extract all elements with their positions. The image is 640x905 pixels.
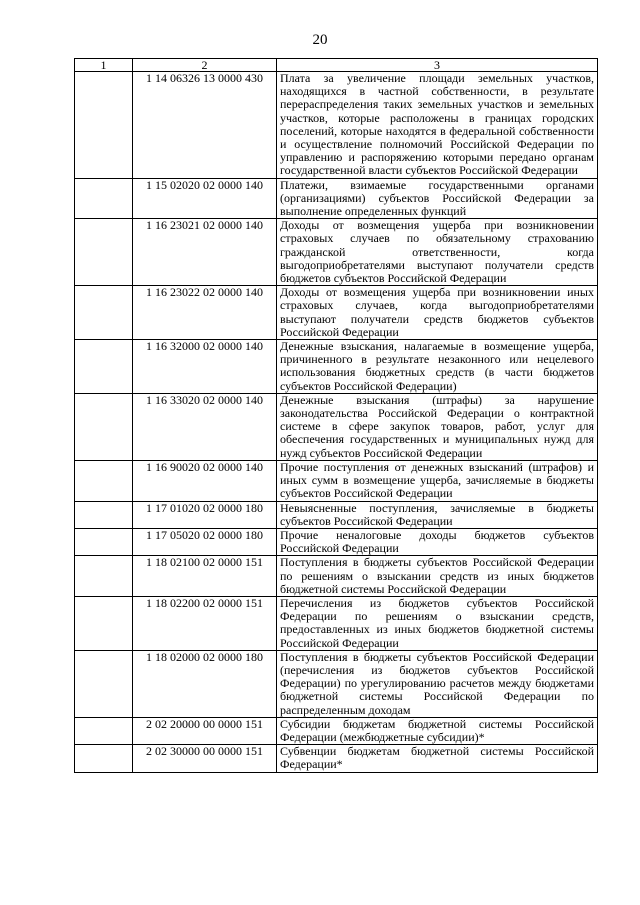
row-number-cell: [75, 460, 133, 501]
column-header-2: 2: [133, 59, 277, 72]
budget-code-cell: 1 16 32000 02 0000 140: [133, 340, 277, 394]
table-row: [75, 393, 598, 460]
income-description-cell: Денежные взыскания, налагаемые в возмещение ущерба, причиненного в результате незаконного или нецелевого использования бюджетных средств (в части бюджетов субъектов Российской Федерации): [277, 340, 598, 394]
row-number-cell: [75, 219, 133, 286]
income-description-cell: Платежи, взимаемые государственными органами (организациями) субъектов Российской Федерации за выполнение определенных функций: [277, 178, 598, 219]
column-header-3: 3: [277, 59, 598, 72]
page-number: 20: [312, 32, 328, 48]
budget-classification-table: [74, 58, 598, 773]
budget-code-cell: 1 16 23022 02 0000 140: [133, 286, 277, 340]
budget-code-cell: 1 16 23021 02 0000 140: [133, 219, 277, 286]
row-number-cell: [75, 745, 133, 772]
income-description-cell: Субсидии бюджетам бюджетной системы Российской Федерации (межбюджетные субсидии)*: [277, 717, 598, 744]
row-number-cell: [75, 178, 133, 219]
income-description-cell: Прочие поступления от денежных взысканий (штрафов) и иных сумм в возмещение ущерба, зачисляемые в бюджеты субъектов Российской Федерации: [277, 460, 598, 501]
budget-code-cell: 1 16 90020 02 0000 140: [133, 460, 277, 501]
table-row: [75, 219, 598, 286]
row-number-cell: [75, 340, 133, 394]
income-description-cell: Субвенции бюджетам бюджетной системы Российской Федерации*: [277, 745, 598, 772]
table-row: [75, 72, 598, 179]
budget-code-cell: 1 14 06326 13 0000 430: [133, 72, 277, 179]
table-row: [75, 460, 598, 501]
row-number-cell: [75, 717, 133, 744]
income-description-cell: Прочие неналоговые доходы бюджетов субъектов Российской Федерации: [277, 528, 598, 555]
table-row: [75, 286, 598, 340]
income-description-cell: Поступления в бюджеты субъектов Российской Федерации (перечисления из бюджетов субъектов Российской Федерации) по урегулированию расчетов между бюджетами бюджетной системы Российской Федерации по распределенным доходам: [277, 650, 598, 717]
income-description-cell: Поступления в бюджеты субъектов Российской Федерации по решениям о взыскании средств из иных бюджетов бюджетной системы Российской Федерации: [277, 556, 598, 597]
row-number-cell: [75, 528, 133, 555]
table-row: [75, 745, 598, 772]
table-row: [75, 717, 598, 744]
income-description-cell: Доходы от возмещения ущерба при возникновении страховых случаев по обязательному страхованию гражданской ответственности, когда выгодоприобретателями выступают получатели средств бюджетов субъектов Российской Федерации: [277, 219, 598, 286]
income-description-cell: Доходы от возмещения ущерба при возникновении иных страховых случаев, когда выгодоприобретателями выступают получатели средств бюджетов субъектов Российской Федерации: [277, 286, 598, 340]
income-description-cell: Невыясненные поступления, зачисляемые в бюджеты субъектов Российской Федерации: [277, 501, 598, 528]
row-number-cell: [75, 556, 133, 597]
budget-code-cell: 1 18 02200 02 0000 151: [133, 596, 277, 650]
budget-code-cell: 1 15 02020 02 0000 140: [133, 178, 277, 219]
table-row: [75, 528, 598, 555]
row-number-cell: [75, 393, 133, 460]
row-number-cell: [75, 286, 133, 340]
column-header-1: 1: [75, 59, 133, 72]
table-row: [75, 556, 598, 597]
budget-code-cell: 1 16 33020 02 0000 140: [133, 393, 277, 460]
row-number-cell: [75, 650, 133, 717]
income-description-cell: Плата за увеличение площади земельных участков, находящихся в частной собственности, в результате перераспределения таких земельных участков и земельных участков, которые расположены в границах городских поселений, которые находятся в федеральной собственности и осуществление полномочий Российской Федерации по управлению и распоряжению которыми передано органам государственной власти субъектов Российской Федерации: [277, 72, 598, 179]
table-header-row: [75, 59, 598, 72]
row-number-cell: [75, 501, 133, 528]
table-row: [75, 501, 598, 528]
row-number-cell: [75, 72, 133, 179]
budget-code-cell: 1 17 05020 02 0000 180: [133, 528, 277, 555]
budget-code-cell: 2 02 20000 00 0000 151: [133, 717, 277, 744]
budget-code-cell: 1 18 02000 02 0000 180: [133, 650, 277, 717]
table-row: [75, 650, 598, 717]
table-row: [75, 340, 598, 394]
table-row: [75, 596, 598, 650]
budget-code-cell: 2 02 30000 00 0000 151: [133, 745, 277, 772]
budget-code-cell: 1 17 01020 02 0000 180: [133, 501, 277, 528]
row-number-cell: [75, 596, 133, 650]
income-description-cell: Перечисления из бюджетов субъектов Российской Федерации по решениям о взыскании средств, предоставленных из иных бюджетов бюджетной системы Российской Федерации: [277, 596, 598, 650]
income-description-cell: Денежные взыскания (штрафы) за нарушение законодательства Российской Федерации о контрактной системе в сфере закупок товаров, работ, услуг для обеспечения государственных и муниципальных нужд для нужд субъектов Российской Федерации: [277, 393, 598, 460]
table-row: [75, 178, 598, 219]
budget-code-cell: 1 18 02100 02 0000 151: [133, 556, 277, 597]
